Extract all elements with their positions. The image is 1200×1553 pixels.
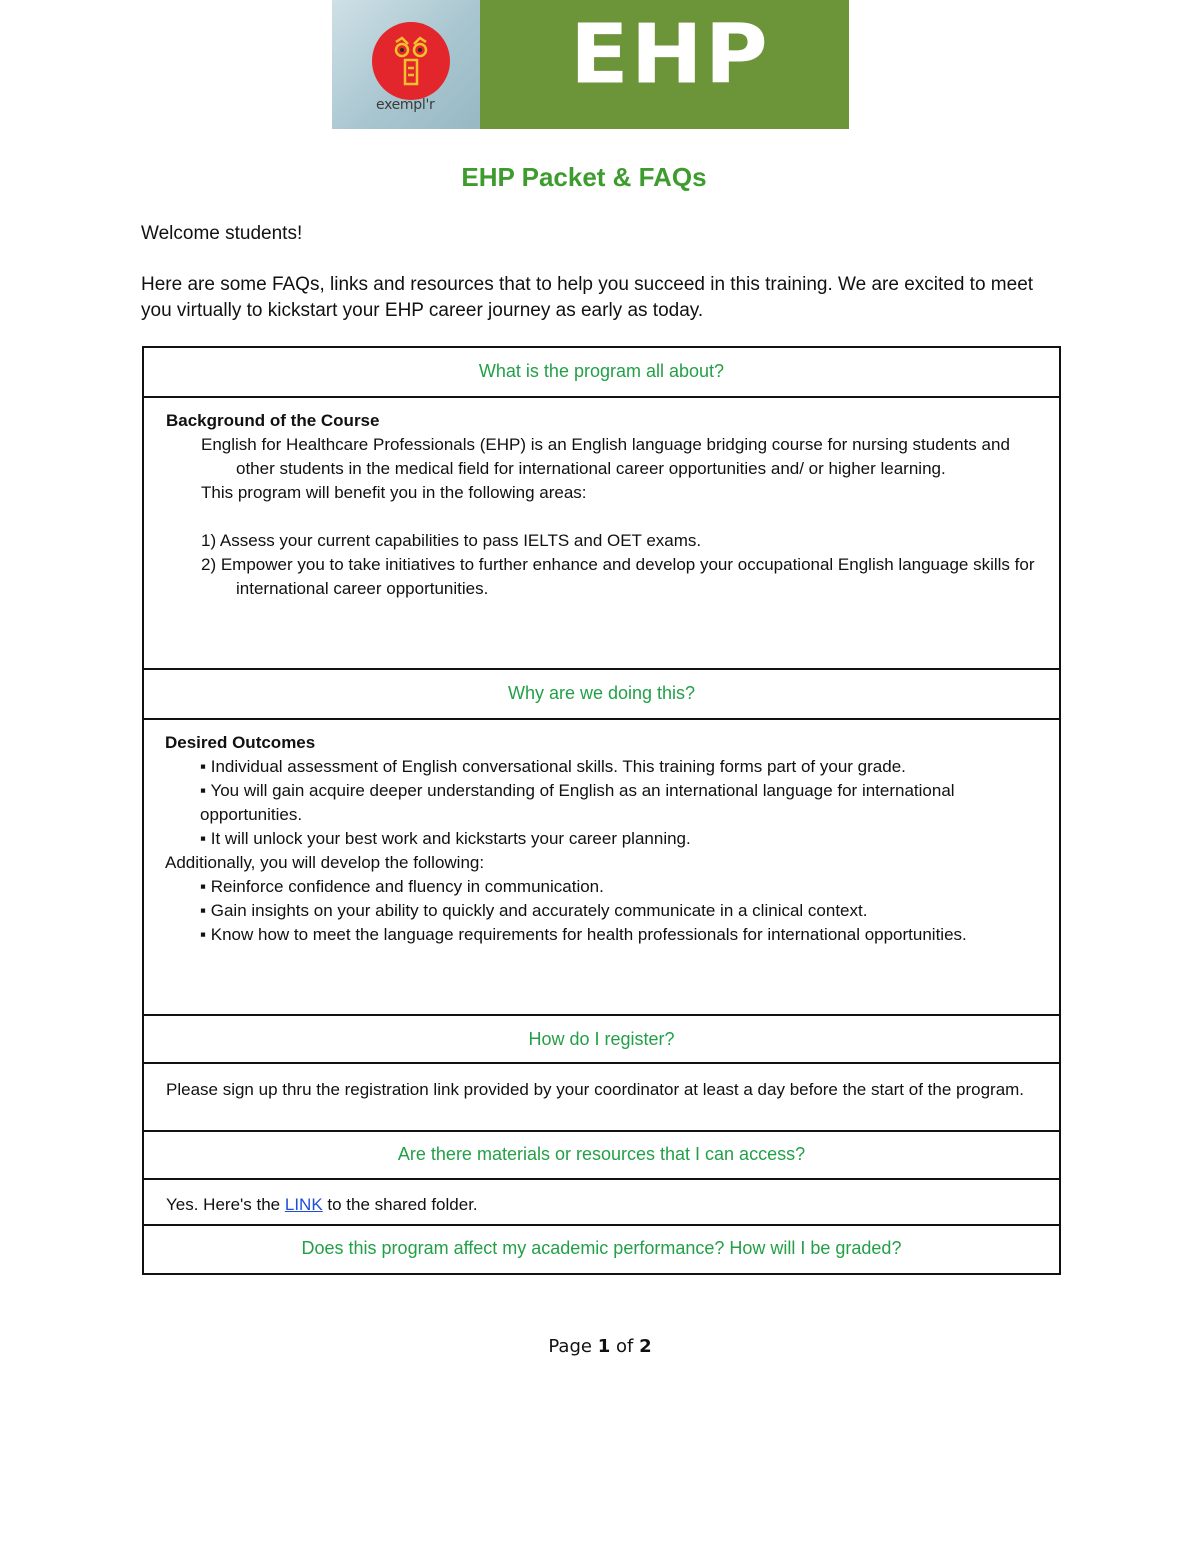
faq-question: Are there materials or resources that I can access? — [144, 1130, 1059, 1178]
banner-title: EHP — [570, 7, 770, 103]
faq-table — [142, 346, 1061, 1275]
numbered-item: 2) Empower you to take initiatives to further enhance and develop your occupational English language skills for international career opportunities. — [201, 555, 1035, 598]
bullet-item: ▪ You will gain acquire deeper understanding of English as an international language for international opportunities. — [200, 781, 955, 824]
numbered-item: 1) Assess your current capabilities to pass IELTS and OET exams. — [201, 531, 702, 550]
paragraph: This program will benefit you in the following areas: — [201, 483, 587, 502]
owl-icon — [372, 22, 450, 100]
answer-text: to the shared folder. — [322, 1195, 478, 1214]
logo-text: exempl'r — [376, 97, 435, 113]
bullet-item: ▪ Gain insights on your ability to quickly and accurately communicate in a clinical context. — [200, 901, 868, 920]
answer-text: Yes. Here's the — [166, 1195, 285, 1214]
of-label: of — [615, 1336, 634, 1357]
ehp-panel — [480, 0, 849, 129]
bullet-item: ▪ It will unlock your best work and kickstarts your career planning. — [200, 829, 691, 848]
shared-folder-link[interactable]: LINK — [284, 1195, 323, 1214]
section-heading: Desired Outcomes — [165, 733, 316, 752]
faq-answer: Please sign up thru the registration link provided by your coordinator at least a day before the start of the program. — [144, 1062, 1059, 1130]
intro-paragraph: Here are some FAQs, links and resources that to help you succeed in this training. We are excited to meet you virtually to kickstart your EHP career journey as early as today. — [141, 274, 1034, 321]
page-label: Page — [548, 1336, 592, 1357]
current-page: 1 — [597, 1336, 611, 1357]
total-pages: 2 — [639, 1336, 652, 1357]
header-banner — [332, 0, 849, 129]
faq-question: How do I register? — [144, 1014, 1059, 1062]
faq-question: What is the program all about? — [478, 361, 725, 381]
logo-panel — [332, 0, 480, 129]
faq-question: Does this program affect my academic performance? How will I be graded? — [144, 1224, 1059, 1273]
owl-logo — [372, 22, 450, 100]
faq-answer — [144, 1178, 1059, 1224]
bullet-item: ▪ Reinforce confidence and fluency in communication. — [200, 877, 604, 896]
section-heading: Background of the Course — [166, 411, 380, 430]
faq-question: Why are we doing this? — [144, 668, 1059, 718]
page-number — [0, 1336, 1200, 1357]
bullet-item: ▪ Know how to meet the language requirements for health professionals for international opportunities. — [200, 925, 967, 944]
faq-answer — [144, 718, 1059, 1014]
page-title: EHP Packet & FAQs — [461, 162, 707, 192]
bullet-item: ▪ Individual assessment of English conversational skills. This training forms part of your grade. — [200, 757, 906, 776]
welcome-text: Welcome students! — [141, 223, 303, 244]
faq-answer — [144, 396, 1059, 668]
paragraph: Additionally, you will develop the following: — [165, 853, 485, 872]
paragraph: English for Healthcare Professionals (EHP) is an English language bridging course for nursing students and other students in the medical field for international career opportunities and/ or higher learning. — [201, 435, 1010, 478]
